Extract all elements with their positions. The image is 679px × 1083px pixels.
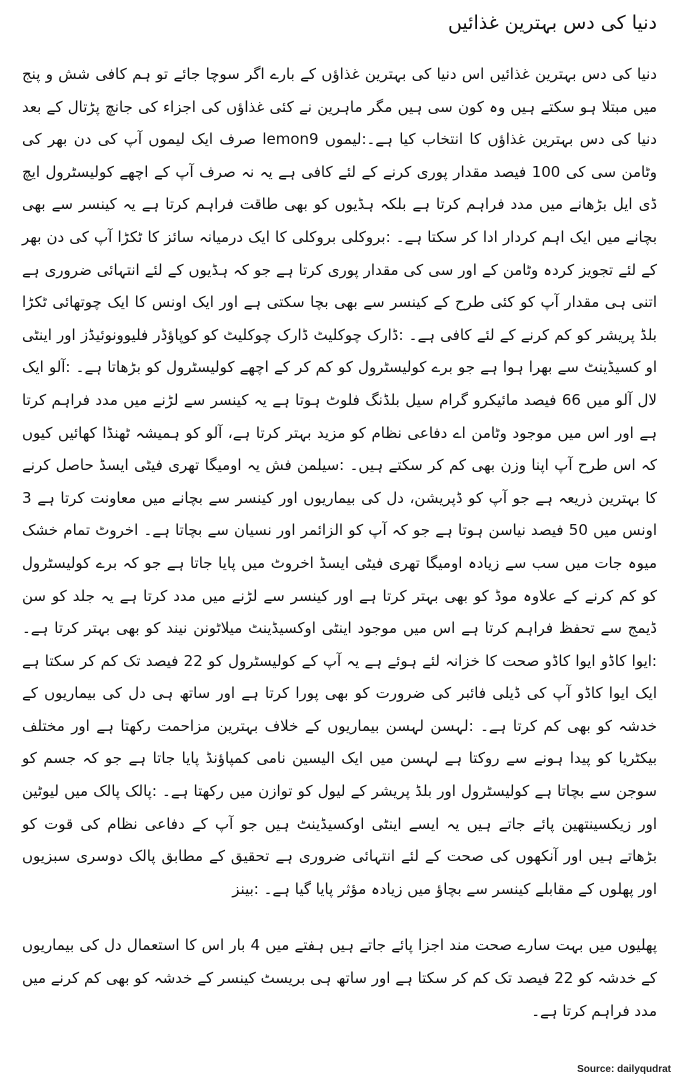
- article-title: دنیا کی دس بہترین غذائیں: [447, 12, 657, 34]
- article-paragraph: دنیا کی دس بہترین غذائیں اس دنیا کی بہترین غذاؤں کے بارے اگر سوچا جائے تو ہم کافی شش و پنج میں مبتلا ہو سکتے ہیں وہ کون سی ہیں مگر ماہرین نے کئی غذاؤں کی اجزاء کی جانچ پڑتال کے بعد دنیا کی دس بہترین غذاؤں کا انتخاب کیا ہے۔:لیموں lemon9 صرف ایک لیموں آپ کی دن بھر کی وٹامن سی کی 100 فیصد مقدار پوری کرنے کے لئے کافی ہے یہ نہ صرف آپ کے اچھے کولیسٹرول ایچ ڈی ایل بڑھانے میں مدد فراہم کرتا ہے بلکہ ہڈیوں کو بھی طاقت فراہم کرتا ہے یہ کینسر سے بھی بچانے میں ایک اہم کردار ادا کر سکتا ہے۔ :بروکلی بروکلی کا ایک درمیانہ سائز کا ٹکڑا آپ کی دن بھر کے لئے تجویز کردہ وٹامن کے اور سی کی مقدار پوری کرتا ہے جو کہ ہڈیوں کے لئے انتہائی ضروری ہے اتنی ہی مقدار آپ کو کئی طرح کے کینسر سے بھی بچا سکتی ہے اور ایک اونس کا ایک چوتھائی ٹکڑا بلڈ پریشر کو کم کرنے کے لئے کافی ہے۔ :ڈارک چوکلیٹ ڈارک چوکلیٹ کو کوپاؤڈر فلیوونوئیڈز اور اینٹی او کسیڈینٹ سے بھرا ہوا ہے جو برے کولیسٹرول کو کم کر کے اچھے کولیسٹرول کو بڑھاتا ہے۔ :آلو ایک لال آلو میں 66 فیصد مائیکرو گرام سیل بلڈنگ فلوٹ ہوتا ہے یہ کینسر سے لڑنے میں مدد فراہم کرتا ہے اور اس میں موجود وٹامن اے دفاعی نظام کو مزید بہتر کرتا ہے، آلو کو ہمیشہ ٹھنڈا کھائیں کیوں کہ اس طرح آپ اپنا وزن بھی کم کر سکتے ہیں۔ :سیلمن فش یہ اومیگا تھری فیٹی ایسڈ حاصل کرنے کا بہترین ذریعہ ہے جو آپ کو ڈپریشن، دل کی بیماریوں اور کینسر سے بچانے میں معاونت کرتا ہے 3 اونس میں 50 فیصد نیاسن ہوتا ہے جو کہ آپ کو الزائمر اور نسیان سے بچاتا ہے۔ اخروٹ تمام خشک میوہ جات میں سب سے زیادہ اومیگا تھری فیٹی ایسڈ اخروٹ میں پایا جاتا ہے جو کہ برے کولیسٹرول کو کم کرنے کے علاوہ موڈ کو بھی بہتر کرتا ہے اور کینسر سے لڑنے میں مدد کرتا ہے یہ جلد کو سن ڈیمج سے تحفظ فراہم کرتا ہے اس میں موجود اینٹی اوکسیڈینٹ میلاٹونن نیند کو بھی بہتر کرتا ہے۔ :ایوا کاڈو ایوا کاڈو صحت کا خزانہ لئے ہوئے ہے یہ آپ کے کولیسٹرول کو 22 فیصد تک کم کر سکتا ہے ایک ایوا کاڈو آپ کی ڈیلی فائبر کی ضرورت کو بھی پورا کرتا ہے اور ساتھ ہی دل کی بیماریوں کے خدشہ کو بھی کم کرتا ہے۔ :لہسن لہسن بیماریوں کے خلاف بہترین مزاحمت رکھتا ہے اور مختلف بیکٹریا کو پیدا ہونے سے روکتا ہے لہسن میں ایک الیسین نامی کمپاؤنڈ پایا جاتا ہے جو کہ جسم کو سوجن سے بچاتا ہے کولیسٹرول اور بلڈ پریشر کے لیول کو توازن میں رکھتا ہے۔ :پالک پالک میں لیوٹین اور زیکسینتھین پائے جاتے ہیں یہ ایسے اینٹی اوکسیڈینٹ ہیں جو آپ کے دفاعی نظام کی قوت کو بڑھاتے ہیں اور آنکھوں کی صحت کے لئے انتہائی ضروری ہے تحقیق کے مطابق پالک دوسری سبزیوں اور پھلوں کے مقابلے کینسر سے بچاؤ میں زیادہ مؤثر پایا گیا ہے۔ :بینز: [22, 65, 657, 898]
- article-paragraph-beans: پھلیوں میں بہت سارے صحت مند اجزا پائے جاتے ہیں ہفتے میں 4 بار اس کا استعمال دل کی بیماریوں کے خدشہ کو 22 فیصد تک کم کر سکتا ہے اور ساتھ ہی بریسٹ کینسر کے خدشہ کو بھی کم کرنے میں مدد فراہم کرتا ہے۔: [22, 936, 657, 1020]
- source-credit: Source: dailyqudrat: [577, 1064, 671, 1075]
